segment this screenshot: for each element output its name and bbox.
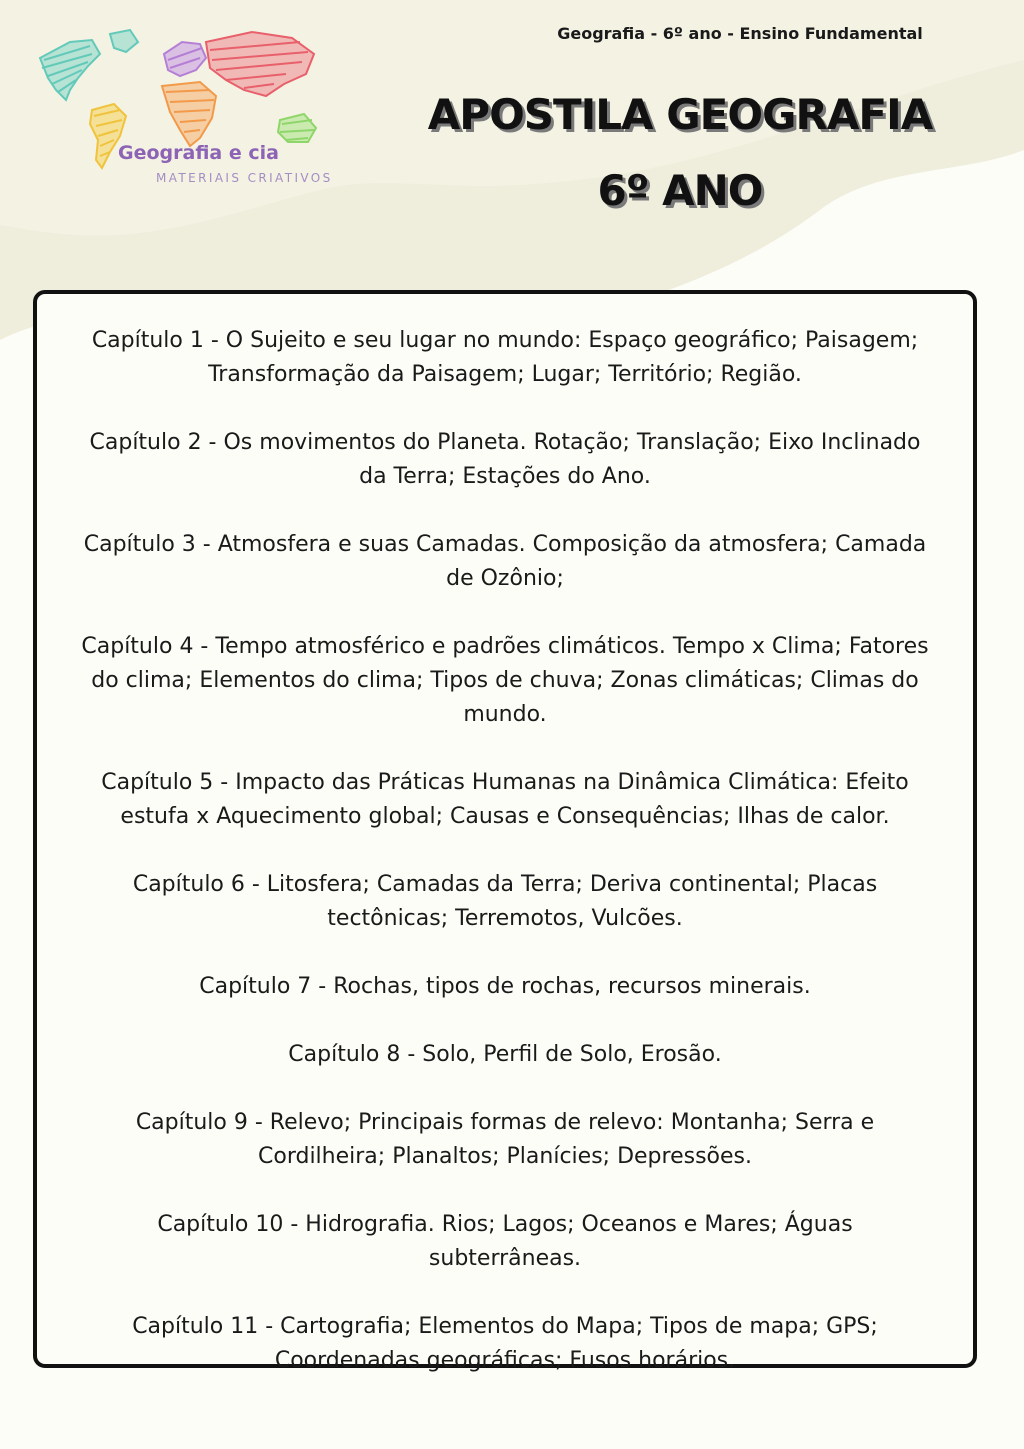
chapter-item: Capítulo 6 - Litosfera; Camadas da Terra; Deriva continental; Placas tectônicas; Terremotos, Vulcões.: [132, 872, 878, 931]
chapter-item: Capítulo 4 - Tempo atmosférico e padrões climáticos. Tempo x Clima; Fatores do clima; Elementos do clima; Tipos de chuva; Zonas climáticas; Climas do mundo.: [81, 634, 929, 727]
chapter-item: Capítulo 3 - Atmosfera e suas Camadas. Composição da atmosfera; Camada de Ozônio;: [83, 532, 927, 591]
chapter-item: Capítulo 11 - Cartografia; Elementos do Mapa; Tipos de mapa; GPS; Coordenadas geográficas; Fusos horários.: [132, 1314, 878, 1373]
chapter-item: Capítulo 1 - O Sujeito e seu lugar no mundo: Espaço geográfico; Paisagem; Transformação da Paisagem; Lugar; Território; Região.: [91, 328, 919, 387]
logo-name: Geografia e cia: [118, 142, 279, 164]
page-title-grade: 6º ANO: [597, 166, 763, 215]
page-title: APOSTILA GEOGRAFIA: [427, 90, 933, 139]
chapter-item: Capítulo 8 - Solo, Perfil de Solo, Erosão.: [288, 1042, 722, 1067]
chapter-item: Capítulo 2 - Os movimentos do Planeta. Rotação; Translação; Eixo Inclinado da Terra; Estações do Ano.: [89, 430, 921, 489]
logo: [30, 20, 350, 190]
chapter-item: Capítulo 9 - Relevo; Principais formas de relevo: Montanha; Serra e Cordilheira; Planaltos; Planícies; Depressões.: [135, 1110, 875, 1169]
world-map-icon: [30, 20, 350, 190]
chapter-item: Capítulo 10 - Hidrografia. Rios; Lagos; Oceanos e Mares; Águas subterrâneas.: [157, 1212, 853, 1271]
logo-tagline: MATERIAIS CRIATIVOS: [156, 171, 333, 185]
chapter-item: Capítulo 5 - Impacto das Práticas Humanas na Dinâmica Climática: Efeito estufa x Aquecimento global; Causas e Consequências; Ilhas de calor.: [101, 770, 909, 829]
chapter-list-box: [33, 290, 977, 1373]
chapter-item: Capítulo 7 - Rochas, tipos de rochas, recursos minerais.: [199, 974, 811, 999]
header-subtitle: Geografia - 6º ano - Ensino Fundamental: [557, 24, 923, 43]
